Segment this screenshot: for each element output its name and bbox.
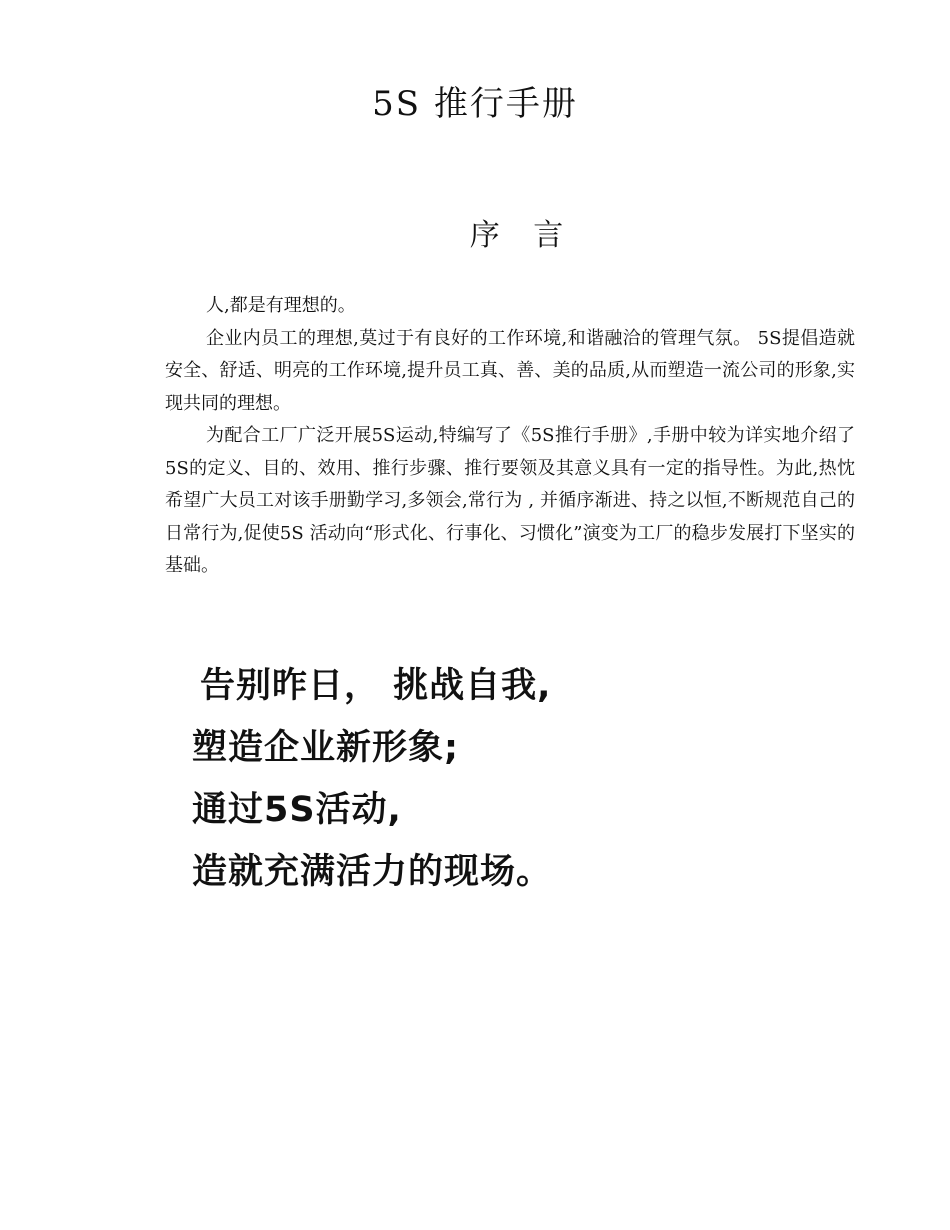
slogan-block <box>192 655 832 903</box>
slogan-line: 告别昨日， 挑战自我, <box>200 666 552 706</box>
slogan-line: 造就充满活力的现场。 <box>192 852 553 892</box>
preface-body <box>165 290 855 583</box>
slogan-line: 塑造企业新形象; <box>192 728 459 768</box>
paragraph: 企业内员工的理想,莫过于有良好的工作环境,和谐融洽的管理气氛。 5S提倡造就安全、舒适、明亮的工作环境,提升员工真、善、美的品质,从而塑造一流公司的形象,实现共同的理想。 <box>165 327 855 414</box>
preface-heading: 序 言 <box>469 218 576 253</box>
slogan-line: 通过5S活动, <box>192 790 402 830</box>
paragraph: 人,都是有理想的。 <box>206 295 356 316</box>
document-title: 5S 推行手册 <box>372 84 578 124</box>
paragraph: 为配合工厂广泛开展5S运动,特编写了《5S推行手册》,手册中较为详实地介绍了5S的定义、目的、效用、推行步骤、推行要领及其意义具有一定的指导性。为此,热忱希望广大员工对该手册勤学习,多领会,常行为 , 并循序渐进、持之以恒,不断规范自己的日常行为,促使5S 活动向“形式化、行事化、习惯化”演变为工厂的稳步发展打下坚实的基础。 <box>165 425 855 576</box>
